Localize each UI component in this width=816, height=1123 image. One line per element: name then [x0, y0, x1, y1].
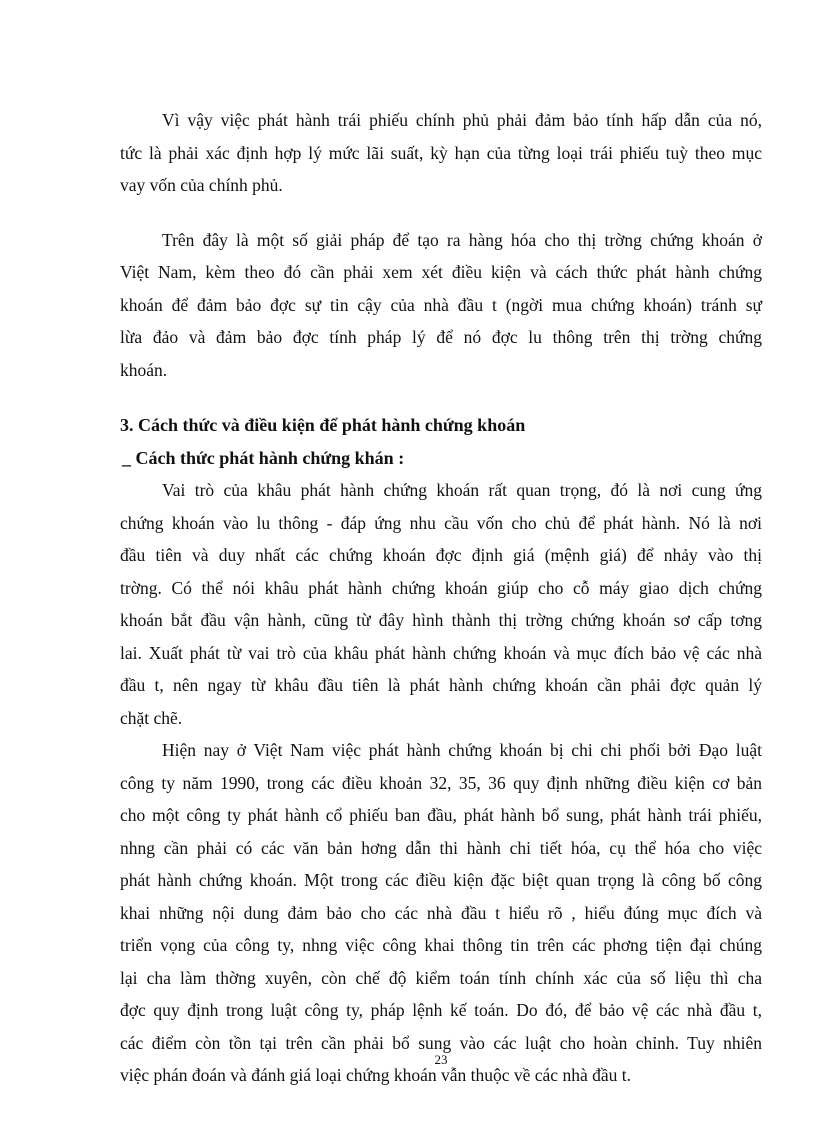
- text-line: khoán bắt đầu vận hành, cũng từ đây hình thành thị trờng chứng khoán sơ cấp tơng: [120, 610, 762, 630]
- text-line: Vai trò của khâu phát hành chứng khoán rất quan trọng, đó là nơi cung ứng: [162, 480, 762, 500]
- text-line: khai những nội dung đảm bảo cho các nhà đầu t hiểu rõ , hiểu đúng mục đích và: [120, 902, 762, 923]
- sub-heading: _ Cách thức phát hành chứng khán :: [122, 447, 405, 468]
- text-line: khoán.: [120, 359, 168, 380]
- text-line: đầu tiên và duy nhất các chứng khoán đợc định giá (mệnh giá) để nhảy vào thị: [120, 545, 762, 565]
- text-line: Vì vậy việc phát hành trái phiếu chính phủ phải đảm bảo tính hấp dẫn của nó,: [162, 110, 762, 130]
- page-body: [120, 104, 762, 1092]
- text-line: nhng cần phải có các văn bản hơng dẫn thi hành chi tiết hóa, cụ thể hóa cho việc: [120, 837, 762, 858]
- text-line: lại cha làm thờng xuyên, còn chế độ kiểm toán tính chính xác của số liệu thì cha: [120, 967, 762, 988]
- text-line: phát hành chứng khoán. Một trong các điều kiện đặc biệt quan trọng là công bố công: [120, 870, 762, 890]
- text-line: đầu t, nên ngay từ khâu đầu tiên là phát hành chứng khoán cần phải đợc quản lý: [120, 675, 762, 695]
- text-line: Trên đây là một số giải pháp để tạo ra hàng hóa cho thị trờng chứng khoán ở: [162, 229, 762, 250]
- text-line: các điểm còn tồn tại trên cần phải bổ sung vào các luật cho hoàn chỉnh. Tuy nhiên: [120, 1032, 762, 1053]
- text-line: lai. Xuất phát từ vai trò của khâu phát hành chứng khoán và mục đích bảo vệ các nhà: [120, 642, 762, 663]
- text-line: Việt Nam, kèm theo đó cần phải xem xét điều kiện và cách thức phát hành chứng: [120, 262, 762, 282]
- text-line: lừa đảo và đảm bảo đợc tính pháp lý để nó đợc lu thông trên thị trờng chứng: [120, 327, 762, 347]
- paragraph-current-regulation: [120, 734, 762, 1092]
- text-line: chứng khoán vào lu thông - đáp ứng nhu cầu vốn cho chủ để phát hành. Nó là nơi: [120, 512, 762, 533]
- text-line: đợc quy định trong luật công ty, pháp lệnh kế toán. Do đó, để bảo vệ các nhà đầu t,: [120, 1000, 762, 1020]
- text-line: tức là phải xác định hợp lý mức lãi suất, kỳ hạn của từng loại trái phiếu tuỳ theo mục: [120, 142, 762, 163]
- text-line: khoán để đảm bảo đợc sự tin cậy của nhà đầu t (ngời mua chứng khoán) tránh sự: [120, 294, 762, 315]
- text-line: Hiện nay ở Việt Nam việc phát hành chứng khoán bị chi chi phối bởi Đạo luật: [162, 740, 762, 760]
- text-line: cho một công ty phát hành cổ phiếu ban đầu, phát hành bổ sung, phát hành trái phiếu,: [120, 805, 762, 825]
- paragraph-bond-attractiveness: [120, 104, 762, 202]
- text-line: việc phán đoán và đánh giá loại chứng khoán vẫn thuộc về các nhà đầu t.: [120, 1065, 631, 1085]
- text-line: triển vọng của công ty, nhng việc công khai thông tin trên các phơng tiện đại chúng: [120, 935, 762, 955]
- text-line: chặt chẽ.: [120, 707, 183, 728]
- section-heading: 3. Cách thức và điều kiện để phát hành chứng khoán: [120, 415, 526, 435]
- paragraph-issuance-role: [120, 474, 762, 734]
- paragraph-solutions-summary: [120, 224, 762, 387]
- text-line: vay vốn của chính phủ.: [120, 175, 283, 195]
- text-line: công ty năm 1990, trong các điều khoản 32, 35, 36 quy định những điều kiện cơ bản: [120, 772, 762, 793]
- page-number: 23: [434, 1052, 448, 1067]
- text-line: trờng. Có thể nói khâu phát hành chứng khoán giúp cho cỗ máy giao dịch chứng: [120, 577, 762, 598]
